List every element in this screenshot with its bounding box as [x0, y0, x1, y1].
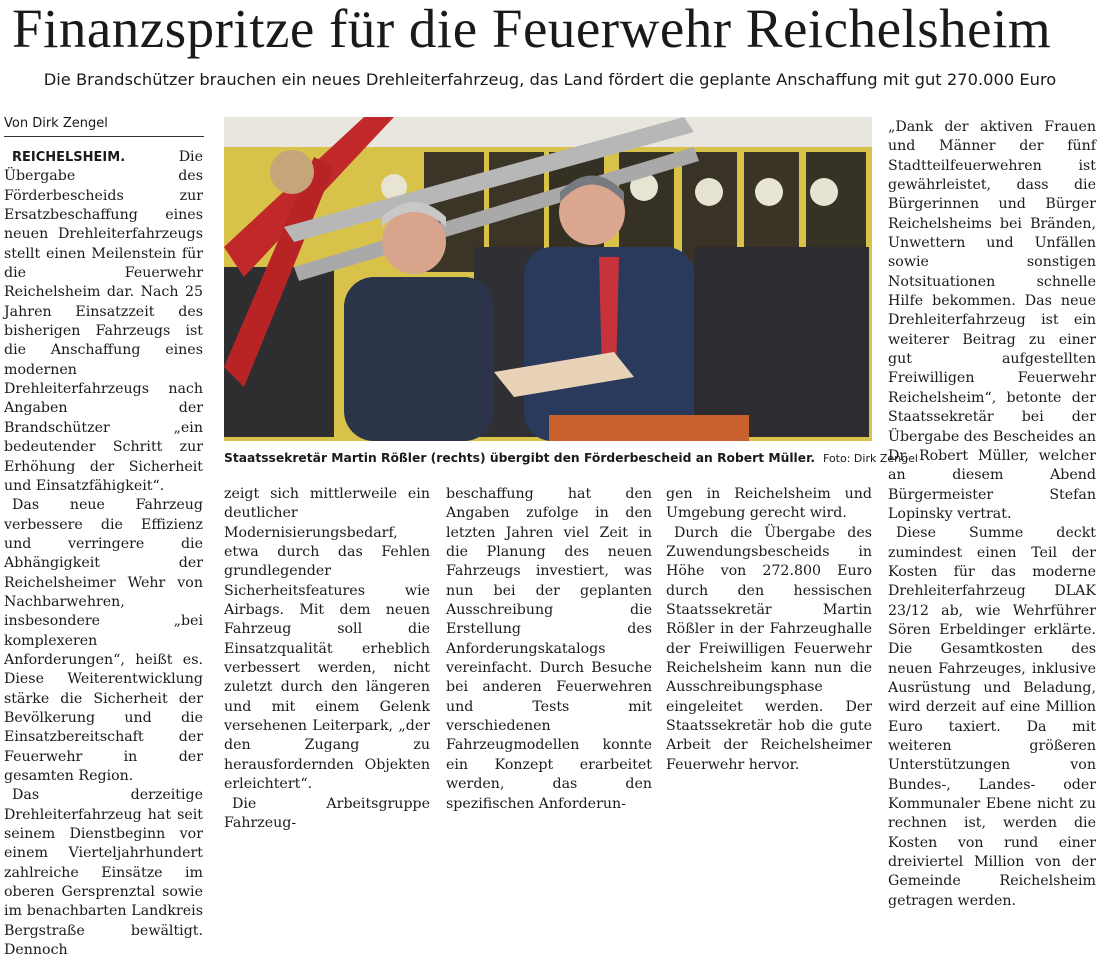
photo-caption: [224, 449, 918, 468]
byline: Von Dirk Zengel: [4, 115, 204, 137]
photo-credit: Foto: Dirk Zengel: [823, 452, 918, 465]
paragraph: Das neue Fahrzeug verbessere die Effizienz und verringere die Abhängigkeit der Reichelsheimer Wehr von Nachbarwehren, insbesondere „bei komplexeren Anforderungen“, heißt es. Diese Weiterentwicklung stärke die Sicherheit der Bevölkerung und die Einsatzbereitschaft der Feuerwehr in der gesamten Region.: [4, 497, 203, 784]
article-column-2: [224, 485, 430, 831]
caption-text: Staatssekretär Martin Rößler (rechts) übergibt den Förderbescheid an Robert Müller.: [224, 451, 816, 465]
photo-illustration: [224, 117, 872, 441]
paragraph: beschaffung hat den Angaben zufolge in den letzten Jahren viel Zeit in die Planung des neuen Fahrzeugs investiert, was nun bei der geplanten Ausschreibung die Erstellung des Anforderungskatalogs vereinfacht. Durch Besuche bei anderen Feuerwehren und Tests mit verschiedenen Fahrzeugmodellen konnte ein Konzept erarbeitet werden, das den spezifischen Anforderun-: [446, 486, 652, 812]
article-column-5: [888, 118, 1096, 909]
headline: Finanzspritze für die Feuerwehr Reichelsheim: [12, 0, 1052, 59]
paragraph-text: Die Übergabe des Förderbescheids zur Ersatzbeschaffung eines neuen Drehleiterfahrzeugs stellt einen Meilenstein für die Feuerwehr Reichelsheim dar. Nach 25 Jahren Einsatzzeit des bisherigen Fahrzeugs ist die Anschaffung eines modernen Drehleiterfahrzeugs nach Angaben der Brandschützer „ein bedeutender Schritt zur Erhöhung der Sicherheit und Einsatzfähigkeit“.: [4, 149, 203, 494]
article-column-1: [4, 148, 203, 959]
paragraph: gen in Reichelsheim und Umgebung gerecht wird.: [666, 486, 872, 522]
paragraph: Diese Summe deckt zumindest einen Teil der Kosten für das moderne Drehleiterfahrzeug DLAK 23/12 ab, wie Wehrführer Sören Erbeldinger erklärte. Die Gesamtkosten des neuen Fahrzeuges, inklusive Ausrüstung und Beladung, wird derzeit auf eine Million Euro taxiert. Da mit weiteren größeren Unterstützungen von Bundes-, Landes- oder Kommunaler Ebene nicht zu rechnen ist, werden die Kosten von rund einer dreiviertel Million von der Gemeinde Reichelsheim getragen werden.: [888, 525, 1096, 909]
paragraph: Die Arbeitsgruppe Fahrzeug-: [224, 795, 430, 831]
paragraph: Das derzeitige Drehleiterfahrzeug hat seit seinem Dienstbeginn vor einem Vierteljahrhundert zahlreiche Einsätze im oberen Gersprenztal sowie im benachbarten Landkreis Bergstraße bewältigt. Dennoch: [4, 787, 203, 959]
paragraph: [4, 148, 203, 496]
paragraph: „Dank der aktiven Frauen und Männer der fünf Stadtteilfeuerwehren ist gewährleistet, dass die Bürgerinnen und Bürger Reichelsheims bei Bränden, Unwettern und Unfällen sowie sonstigen Notsituationen schnelle Hilfe bekommen. Das neue Drehleiterfahrzeug ist ein weiterer Beitrag zu einer gut aufgestellten Freiwilligen Feuerwehr Reichelsheim“, betonte der Staatssekretär bei der Übergabe des Bescheides an Dr. Robert Müller, welcher an diesem Abend Bürgermeister Stefan Lopinsky vertrat.: [888, 119, 1096, 522]
paragraph: zeigt sich mittlerweile ein deutlicher Modernisierungsbedarf, etwa durch das Fehlen grundlegender Sicherheitsfeatures wie Airbags. Mit dem neuen Fahrzeug soll die Einsatzqualität erheblich verbessert werden, nicht zuletzt durch den längeren und mit einem Gelenk versehenen Leiterpark, „der den Zugang zu herausfordernden Objekten erleichtert“.: [224, 486, 430, 793]
dateline: REICHELSHEIM.: [12, 150, 126, 165]
article-column-4: [666, 485, 872, 773]
paragraph: Durch die Übergabe des Zuwendungsbescheids in Höhe von 272.800 Euro durch den hessischen Staatssekretär Martin Rößler in der Fahrzeughalle der Freiwilligen Feuerwehr Reichelsheim kann nun die Ausschreibungsphase eingeleitet werden. Der Staatssekretär hob die gute Arbeit der Reichelsheimer Feuerwehr hervor.: [666, 524, 872, 773]
subheadline: Die Brandschützer brauchen ein neues Drehleiterfahrzeug, das Land fördert die geplante Anschaffung mit gut 270.000 Euro: [43, 70, 1057, 89]
article-column-3: [446, 485, 652, 812]
article-photo: [224, 117, 872, 441]
lectern: [549, 415, 749, 441]
